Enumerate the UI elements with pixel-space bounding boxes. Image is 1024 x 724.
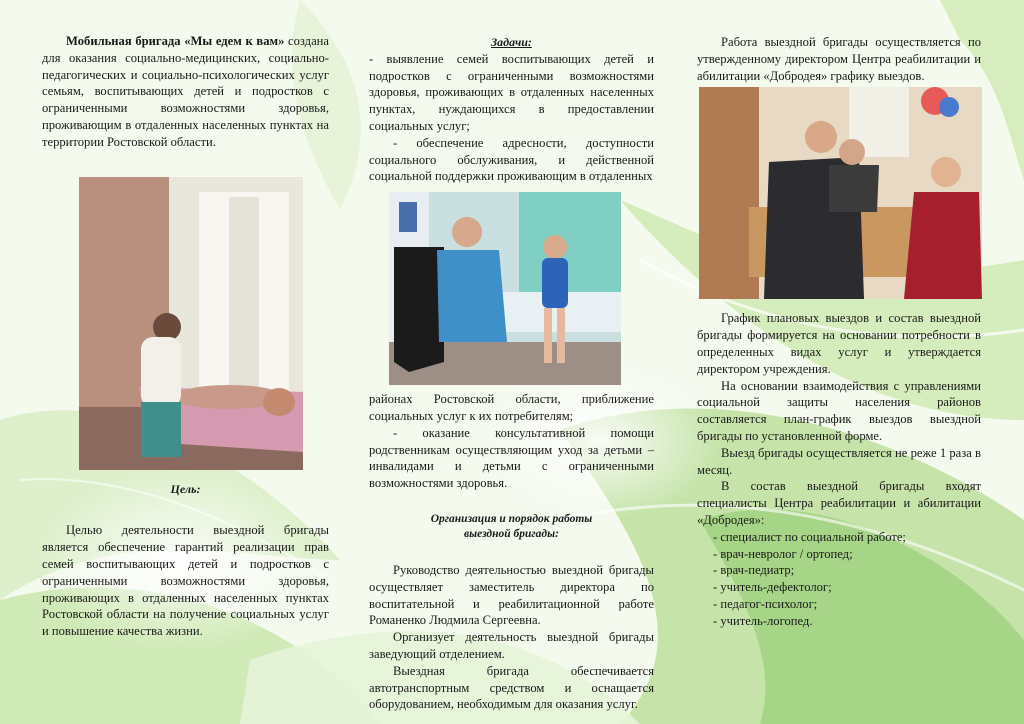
tasks-heading: Задачи:: [491, 35, 532, 49]
task-2-part-2: районах Ростовской области, приближение социальных услуг к их потребителям;: [369, 392, 654, 423]
task-1: - выявление семей воспитывающих детей и подростков с ограниченными возможностями здоровья, проживающих в отдаленных населенных пунктах, нуждающихся в предоставлении социальных услуг;: [369, 51, 654, 133]
goal-heading: Цель:: [170, 481, 201, 496]
org-paragraph-3: Выездная бригада обеспечивается автотранспортным средством и оснащается оборудованием, необходимым для оказания услуг.: [369, 663, 654, 712]
org-heading-line-2: выездной бригады:: [464, 527, 559, 540]
photo-massage-session: [79, 177, 303, 470]
intro-text: создана для оказания социально-медицинских, социально-педагогических и социально-психологических услуг семьям, воспитывающих детей и подростков с ограниченными возможностями здоровья, проживающим в отдаленных населенных пунктах на территории Ростовской области.: [42, 34, 330, 149]
interaction-paragraph: На основании взаимодействия с управлениями социальной защиты населения районов составляется план-график выездов выездной бригады по установленной форме.: [697, 378, 981, 443]
photo-doctor-examination: [389, 192, 621, 385]
task-2-part-1: - обеспечение адресности, доступности социального обслуживания, и действенной социальной поддержки проживающим в отдаленных: [369, 135, 654, 184]
staff-item-defectologist: - учитель-дефектолог;: [713, 580, 832, 595]
staff-item-speech-therapist: - учитель-логопед.: [713, 613, 813, 628]
photo-teacher-with-children: [699, 87, 982, 299]
staff-item-psychologist: - педагог-психолог;: [713, 596, 818, 611]
staff-item-neurologist: - врач-невролог / ортопед;: [713, 546, 853, 561]
org-heading-line-1: Организация и порядок работы: [430, 512, 593, 525]
staff-item-social-worker: - специалист по социальной работе;: [713, 529, 906, 544]
intro-paragraph: [42, 33, 329, 151]
frequency-paragraph: Выезд бригады осуществляется не реже 1 раза в месяц.: [697, 445, 981, 477]
staff-item-pediatrician: - врач-педиатр;: [713, 563, 795, 578]
org-paragraph-2: Организует деятельность выездной бригады заведующий отделением.: [369, 630, 654, 661]
goal-paragraph: Целью деятельности выездной бригады является обеспечение гарантий реализации прав семей воспитывающих детей и подростков с ограниченными возможностями здоровья, проживающих в отдаленных населенных пунктах Ростовской области на получение социальных услуг и повышение качества жизни.: [42, 523, 329, 639]
brigade-title: Мобильная бригада «Мы едем к вам»: [66, 34, 285, 48]
plan-paragraph: График плановых выездов и состав выездной бригады формируется на основании потребности в определенных видах услуг и утверждается директором учреждения.: [697, 311, 981, 376]
org-paragraph-1: Руководство деятельностью выездной бригады осуществляет заместитель директора по воспитательной и реабилитационной работе Романенко Людмила Сергеевна.: [369, 562, 654, 628]
task-3: - оказание консультативной помощи родственникам осуществляющим уход за детьми – инвалидами и детьми с ограниченными возможностями здоровья.: [369, 425, 654, 491]
schedule-paragraph: Работа выездной бригады осуществляется по утвержденному директором Центра реабилитации и абилитации «Добродея» графику выездов.: [697, 35, 981, 83]
staff-intro-paragraph: В состав выездной бригады входят специалисты Центра реабилитации и абилитации «Добродея»:: [697, 479, 981, 527]
